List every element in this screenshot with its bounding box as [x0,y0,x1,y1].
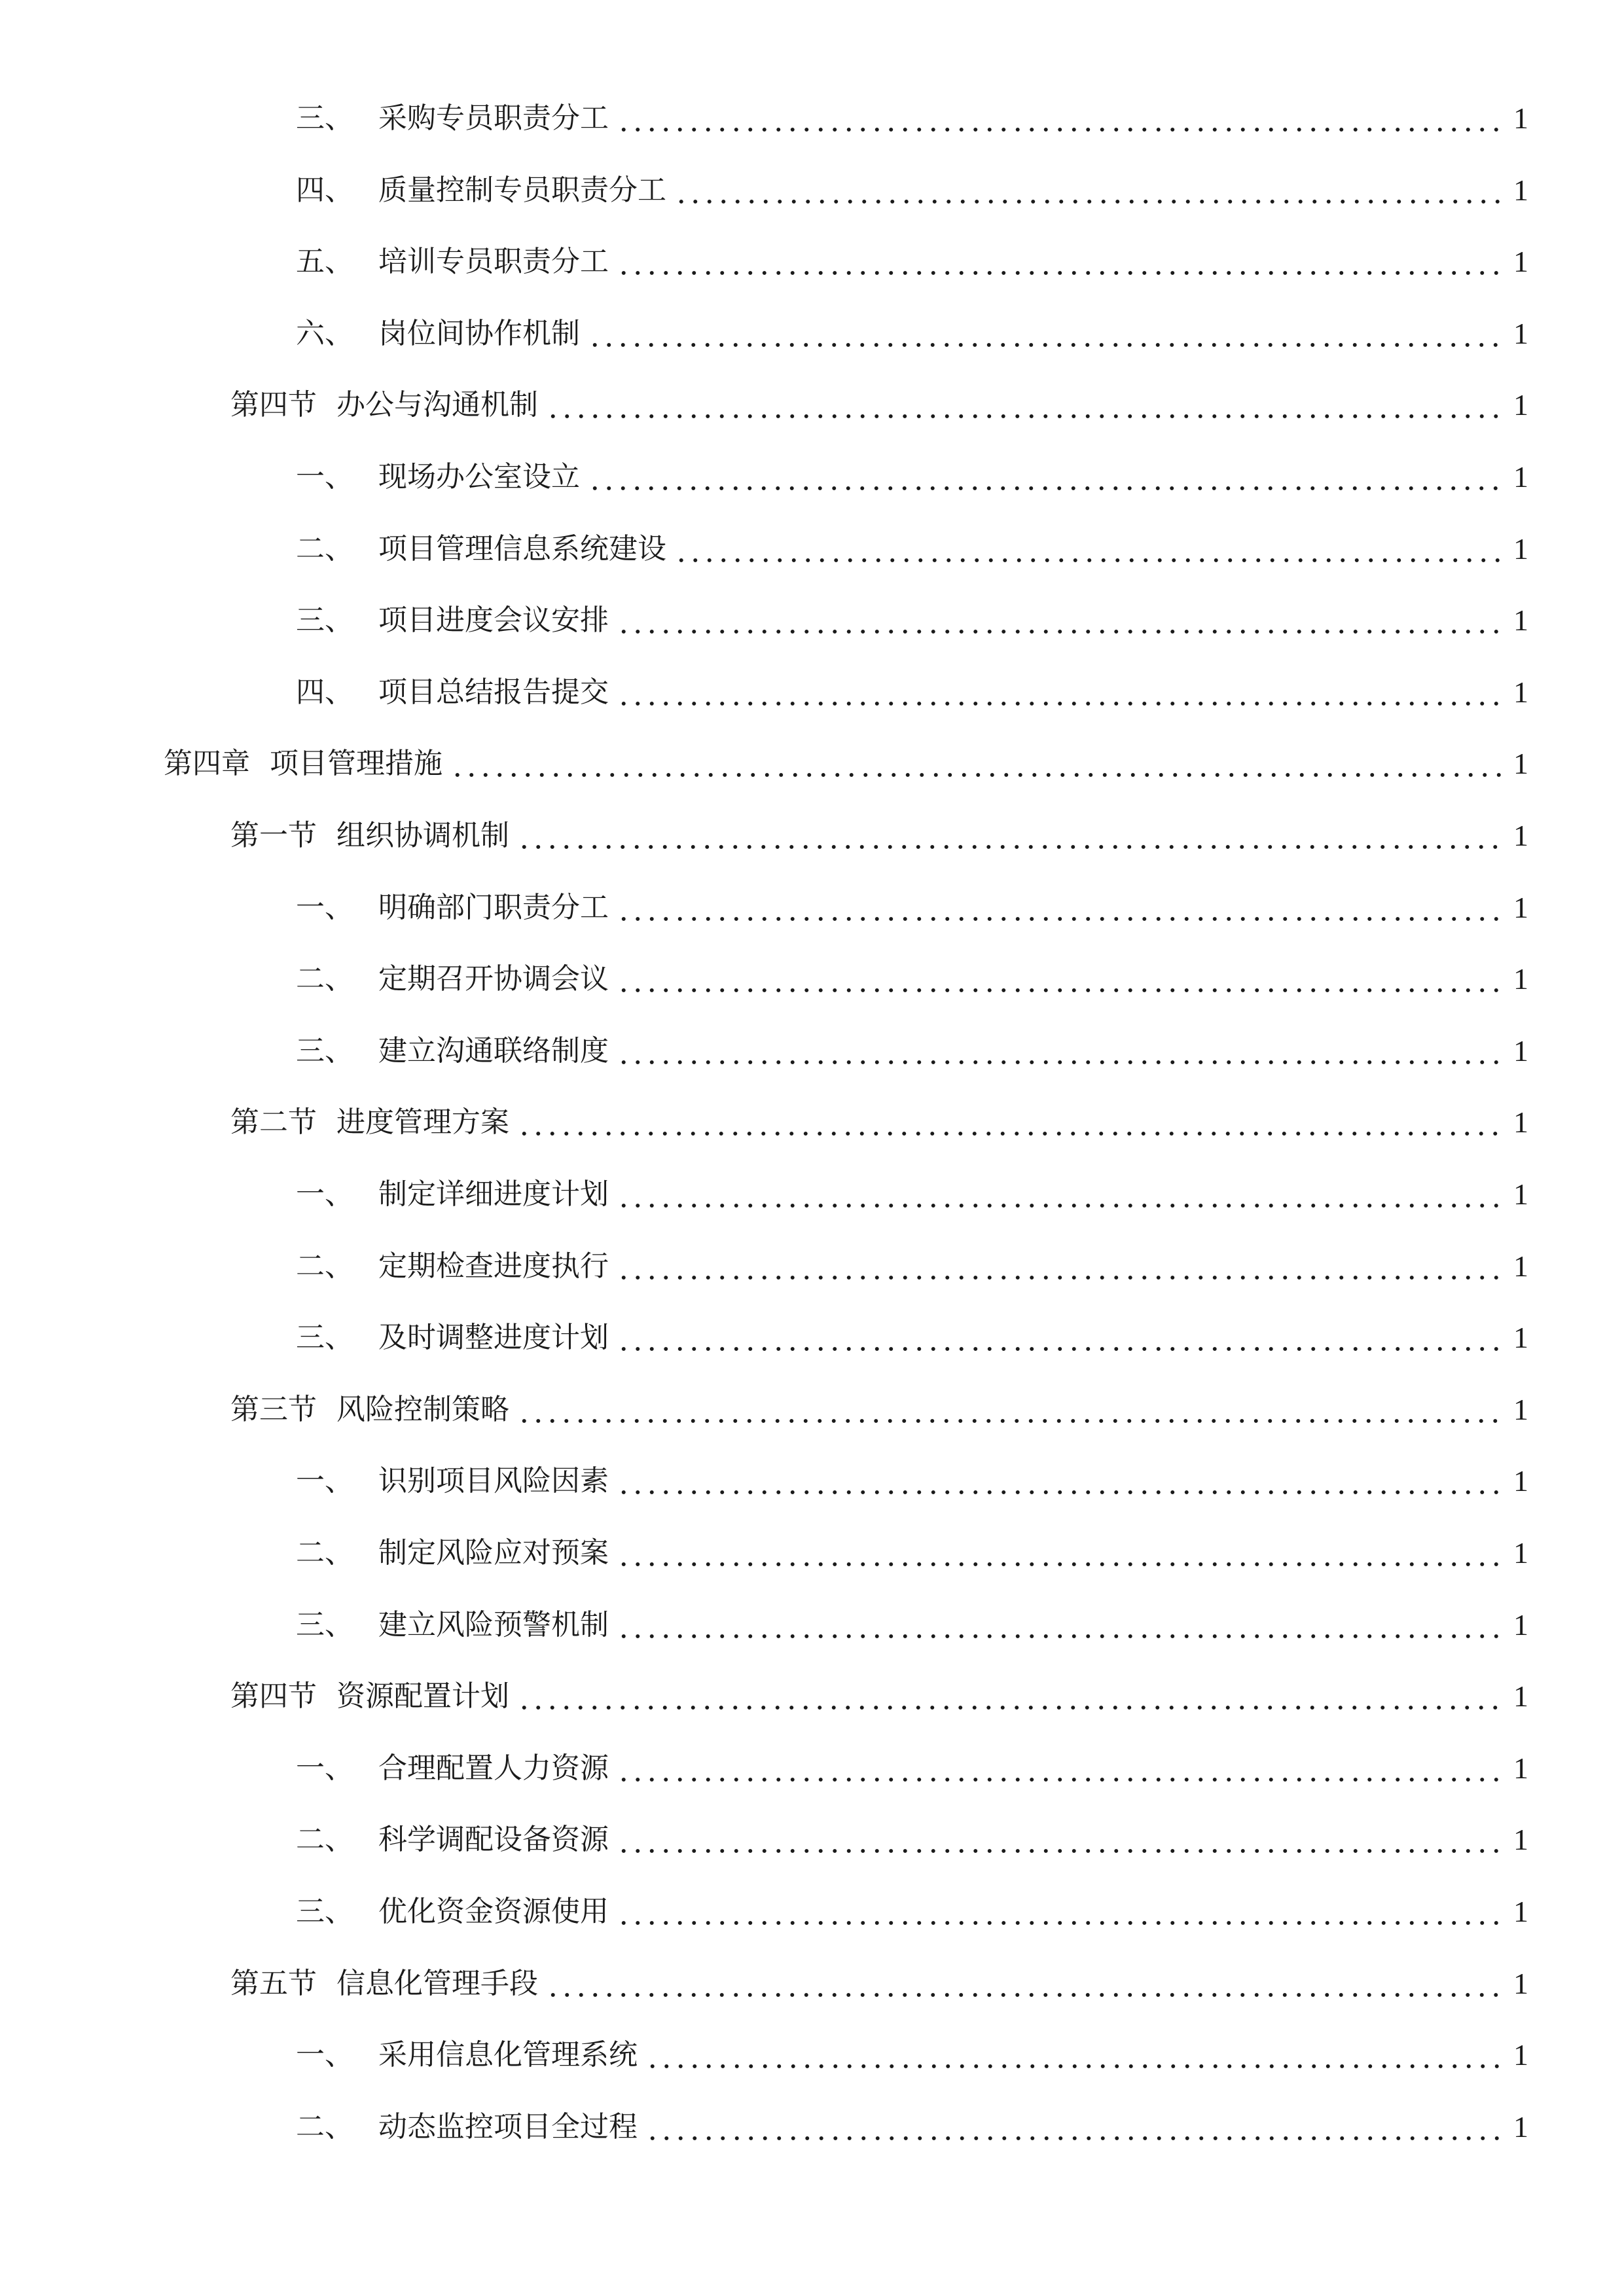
toc-entry-title: 合理配置人力资源 [378,1751,609,1785]
toc-entry-item[interactable] [296,1602,1528,1648]
toc-entry-title: 现场办公室设立 [378,460,580,493]
toc-entry-item[interactable] [296,1530,1528,1576]
toc-entry-item[interactable] [296,1315,1528,1361]
toc-entry-title: 定期检查进度执行 [378,1249,609,1283]
toc-entry-title: 定期召开协调会议 [378,962,609,996]
toc-entry-page-number: 1 [1513,675,1528,709]
dot-leader [617,1602,1504,1648]
toc-entry-number: 三、 [296,101,353,135]
toc-entry-title: 科学调配设备资源 [378,1823,609,1856]
dot-leader [517,1100,1504,1145]
dot-leader [617,1889,1504,1935]
toc-entry-number: 一、 [296,460,353,493]
dot-leader [617,1244,1504,1289]
toc-entry-item[interactable] [296,1172,1528,1217]
toc-entry-title: 进度管理方案 [336,1105,509,1139]
toc-entry-item[interactable] [296,1458,1528,1504]
toc-entry-page-number: 1 [1513,1393,1528,1426]
toc-entry-page-number: 1 [1513,1464,1528,1498]
toc-entry-page-number: 1 [1513,747,1528,780]
toc-entry-title: 项目管理措施 [270,747,442,780]
toc-entry-title: 风险控制策略 [336,1393,509,1426]
toc-entry-chapter[interactable] [164,741,1528,787]
toc-entry-number: 二、 [296,962,353,996]
toc-entry-title: 采用信息化管理系统 [378,2038,638,2072]
toc-entry-number: 第四节 [230,388,317,422]
dot-leader [674,168,1504,213]
toc-entry-title: 制定风险应对预案 [378,1536,609,1570]
toc-entry-title: 识别项目风险因素 [378,1464,609,1498]
toc-entry-page-number: 1 [1513,1751,1528,1785]
toc-entry-page-number: 1 [1513,2038,1528,2072]
toc-entry-item[interactable] [296,670,1528,715]
toc-entry-title: 动态监控项目全过程 [378,2110,638,2144]
toc-entry-title: 岗位间协作机制 [378,317,580,350]
dot-leader [617,956,1504,1002]
toc-entry-section[interactable] [230,813,1528,859]
toc-entry-page-number: 1 [1513,1823,1528,1856]
toc-entry-section[interactable] [230,1961,1528,2007]
toc-entry-page-number: 1 [1513,1177,1528,1211]
toc-entry-number: 一、 [296,1464,353,1498]
toc-entry-page-number: 1 [1513,1679,1528,1713]
dot-leader [450,741,1504,787]
dot-leader [617,96,1504,141]
toc-entry-item[interactable] [296,96,1528,141]
toc-entry-title: 项目管理信息系统建设 [378,532,666,565]
toc-entry-number: 一、 [296,2038,353,2072]
dot-leader [617,598,1504,643]
toc-entry-number: 二、 [296,1536,353,1570]
toc-entry-section[interactable] [230,1100,1528,1145]
toc-entry-title: 建立沟通联络制度 [378,1034,609,1067]
toc-entry-number: 一、 [296,891,353,924]
dot-leader [617,670,1504,715]
toc-entry-title: 建立风险预警机制 [378,1608,609,1641]
toc-entry-item[interactable] [296,1028,1528,1074]
toc-entry-item[interactable] [296,311,1528,357]
toc-entry-page-number: 1 [1513,317,1528,350]
toc-entry-page-number: 1 [1513,1536,1528,1570]
toc-entry-item[interactable] [296,454,1528,500]
toc-entry-section[interactable] [230,1674,1528,1719]
dot-leader [517,1674,1504,1719]
dot-leader [617,239,1504,285]
toc-entry-number: 三、 [296,1321,353,1354]
toc-entry-item[interactable] [296,1746,1528,1791]
toc-entry-title: 优化资金资源使用 [378,1895,609,1928]
toc-entry-page-number: 1 [1513,1321,1528,1354]
dot-leader [517,813,1504,859]
toc-entry-title: 组织协调机制 [336,819,509,852]
toc-entry-page-number: 1 [1513,1034,1528,1067]
toc-entry-page-number: 1 [1513,245,1528,278]
dot-leader [617,885,1504,931]
toc-entry-page-number: 1 [1513,460,1528,493]
dot-leader [617,1458,1504,1504]
toc-entry-number: 二、 [296,2110,353,2144]
toc-entry-number: 四、 [296,173,353,207]
toc-entry-page-number: 1 [1513,1608,1528,1641]
toc-entry-number: 一、 [296,1177,353,1211]
dot-leader [517,1387,1504,1433]
toc-entry-page-number: 1 [1513,532,1528,565]
toc-entry-page-number: 1 [1513,603,1528,637]
toc-entry-title: 项目进度会议安排 [378,603,609,637]
dot-leader [588,454,1504,500]
toc-entry-page-number: 1 [1513,2110,1528,2144]
toc-entry-item[interactable] [296,885,1528,931]
toc-entry-item[interactable] [296,1817,1528,1863]
toc-entry-item[interactable] [296,168,1528,213]
dot-leader [617,1028,1504,1074]
dot-leader [674,526,1504,572]
toc-entry-title: 资源配置计划 [336,1679,509,1713]
toc-entry-item[interactable] [296,2104,1528,2150]
dot-leader [617,1746,1504,1791]
toc-entry-number: 第四章 [164,747,250,780]
toc-entry-section[interactable] [230,1387,1528,1433]
toc-entry-page-number: 1 [1513,173,1528,207]
dot-leader [645,2032,1504,2078]
toc-entry-page-number: 1 [1513,1967,1528,2000]
toc-entry-number: 第四节 [230,1679,317,1713]
toc-entry-number: 二、 [296,532,353,565]
toc-entry-page-number: 1 [1513,101,1528,135]
toc-entry-number: 三、 [296,1895,353,1928]
toc-entry-number: 三、 [296,1608,353,1641]
toc-entry-item[interactable] [296,956,1528,1002]
toc-entry-title: 项目总结报告提交 [378,675,609,709]
toc-entry-title: 采购专员职责分工 [378,101,609,135]
dot-leader [546,382,1504,428]
toc-entry-item[interactable] [296,1889,1528,1935]
dot-leader [617,1817,1504,1863]
toc-entry-page-number: 1 [1513,1895,1528,1928]
toc-entry-item[interactable] [296,598,1528,643]
toc-entry-page-number: 1 [1513,1249,1528,1283]
toc-entry-number: 第二节 [230,1105,317,1139]
toc-entry-section[interactable] [230,382,1528,428]
toc-entry-page-number: 1 [1513,891,1528,924]
toc-entry-number: 三、 [296,603,353,637]
toc-entry-number: 五、 [296,245,353,278]
toc-entry-title: 制定详细进度计划 [378,1177,609,1211]
toc-entry-item[interactable] [296,2032,1528,2078]
toc-entry-number: 二、 [296,1249,353,1283]
toc-entry-page-number: 1 [1513,388,1528,422]
dot-leader [645,2104,1504,2150]
toc-entry-page-number: 1 [1513,962,1528,996]
dot-leader [617,1172,1504,1217]
toc-entry-title: 办公与沟通机制 [336,388,538,422]
toc-entry-number: 第一节 [230,819,317,852]
toc-entry-title: 明确部门职责分工 [378,891,609,924]
dot-leader [617,1530,1504,1576]
toc-entry-number: 二、 [296,1823,353,1856]
toc-entry-item[interactable] [296,526,1528,572]
toc-entry-page-number: 1 [1513,1105,1528,1139]
dot-leader [617,1315,1504,1361]
toc-entry-number: 四、 [296,675,353,709]
toc-entry-number: 一、 [296,1751,353,1785]
toc-entry-title: 培训专员职责分工 [378,245,609,278]
toc-entry-page-number: 1 [1513,819,1528,852]
toc-entry-number: 六、 [296,317,353,350]
toc-entry-title: 质量控制专员职责分工 [378,173,666,207]
toc-entry-title: 及时调整进度计划 [378,1321,609,1354]
toc-entry-item[interactable] [296,1244,1528,1289]
dot-leader [546,1961,1504,2007]
toc-entry-number: 三、 [296,1034,353,1067]
toc-entry-number: 第三节 [230,1393,317,1426]
toc-entry-number: 第五节 [230,1967,317,2000]
dot-leader [588,311,1504,357]
toc-entry-item[interactable] [296,239,1528,285]
toc-entry-title: 信息化管理手段 [336,1967,538,2000]
